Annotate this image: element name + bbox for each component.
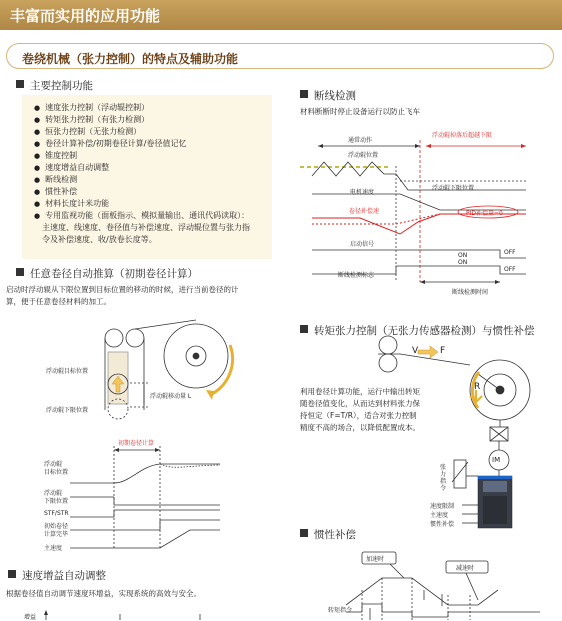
sig-speed: 主速度 [44, 545, 63, 552]
auto-calc-desc: 算，便于任意卷径材料的加工。 [6, 297, 111, 306]
torque-desc: 利用卷径计算功能，运行中输出转矩 [300, 387, 420, 396]
label-normal: 通常动作 [348, 137, 373, 144]
sig-target: 目标位置 [44, 469, 69, 476]
inverter-icon [478, 476, 512, 528]
label-speed-limit: 速度限制 [430, 503, 455, 510]
label-detect-time: 断线检测时间 [452, 289, 489, 296]
label-torque-cmd: 转矩指令 [328, 607, 353, 614]
torque-ctrl-heading: 转矩张力控制（无张力传感器检测）与惯性补偿 [300, 323, 535, 338]
function-item: ● 速度增益自动调整 [34, 162, 109, 173]
label-off-2: OFF [504, 266, 516, 273]
label-target-pos: 浮动辊目标位置 [46, 368, 89, 375]
init-calc-timing [70, 446, 220, 548]
sig-done: 计算完毕 [44, 531, 69, 538]
sig-done: 初始卷径 [44, 523, 69, 530]
speed-gain-heading: 速度增益自动调整 [8, 568, 106, 583]
auto-calc-desc: 启动时浮动辊从下限位置到目标位置的移动的时候，进行当前卷径的计 [6, 285, 239, 294]
label-off-1: OFF [504, 249, 516, 256]
function-item: ● 专用监视功能（面板指示、模拟量输出、通讯代码读取）： [34, 210, 249, 221]
label-r: R [474, 382, 481, 392]
function-item: ● 惯性补偿 [34, 186, 77, 197]
label-start-signal: 启动信号 [350, 241, 375, 248]
roller-diagram [105, 320, 228, 419]
label-dancer-pos: 浮动辊位置 [348, 152, 379, 159]
speed-gain-axis-label: 增益 [24, 614, 37, 621]
label-calc-bracket: 初期卷径计算 [118, 440, 155, 447]
label-move-amount: 浮动辊移动量 L [150, 393, 192, 400]
function-item: ● 恒张力控制（无张力检测） [34, 126, 141, 137]
inertia-heading: 惯性补偿 [300, 527, 356, 542]
break-detect-heading: 断线检测 [300, 88, 356, 103]
label-decel: 减速时 [456, 565, 475, 572]
page-title: 丰富而实用的应用功能 [10, 7, 161, 25]
sig-lower: 下限位置 [44, 498, 69, 505]
torque-desc: 随卷径值变化，从而达到材料张力保 [300, 399, 420, 408]
label-v: V [412, 346, 419, 356]
function-item: ● 锥度控制 [34, 150, 77, 161]
sig-stf: STF/STR [44, 510, 69, 517]
section-title: 卷绕机械（张力控制）的特点及辅助功能 [22, 52, 239, 66]
label-lower-limit: 浮动辊下限位置 [432, 185, 475, 192]
torque-desc: 持恒定（F=T/R），适合对张力控制 [300, 411, 417, 420]
function-item: ● 断线检测 [34, 174, 77, 185]
main-functions-heading: 主要控制功能 [16, 78, 93, 93]
function-item: ● 材料长度计米功能 [34, 198, 109, 209]
label-im: IM [492, 456, 501, 464]
label-break-flag: 断线检测标志 [338, 272, 375, 279]
label-on-2: ON [458, 259, 468, 266]
label-pid-zero: PID补偿量=0 [466, 210, 503, 217]
sig-target: 浮动辊 [44, 461, 63, 468]
function-detail: 主速度、线速度、卷径值与补偿速度、浮动辊位置与张力指 [42, 223, 250, 232]
right-arrow-icon [418, 346, 438, 358]
sig-lower: 浮动辊 [44, 490, 63, 497]
label-main-speed: 主速度 [430, 512, 449, 519]
label-accel: 加速时 [366, 556, 385, 563]
break-detect-desc: 材料断断时停止设备运行以防止飞车 [300, 107, 420, 116]
auto-calc-heading: 任意卷径自动推算（初期卷径计算） [16, 266, 198, 281]
label-after-limit: 浮动辊掉落后超越下限 [432, 132, 493, 139]
label-f: F [440, 346, 446, 356]
rotation-arrow-icon [210, 345, 233, 395]
rotation-arrowhead-icon [206, 390, 214, 400]
function-item: ● 转矩张力控制（有张力检测） [34, 114, 149, 125]
label-motor-speed: 电机速度 [350, 189, 375, 196]
function-detail: 令及补偿速度、收/放卷长度等。 [42, 235, 157, 244]
function-item: ● 卷径计算补偿/初期卷径计算/卷径值记忆 [34, 138, 187, 149]
function-item: ● 速度张力控制（浮动辊控制） [34, 102, 149, 113]
label-inertia-comp: 惯性补偿 [430, 521, 455, 528]
label-tension-cmd: 张力指令 [440, 464, 447, 492]
speed-gain-desc: 根据卷径值自动调节速度环增益，实现系统的高效与安全。 [6, 589, 201, 598]
label-lower-pos: 浮动辊下限位置 [46, 407, 89, 414]
label-on-1: ON [458, 252, 468, 259]
torque-desc: 精度不高的场合，以降低配置成本。 [300, 423, 420, 432]
label-comp-speed: 卷径补偿速 [349, 208, 380, 215]
speed-gain-chart [44, 610, 200, 620]
